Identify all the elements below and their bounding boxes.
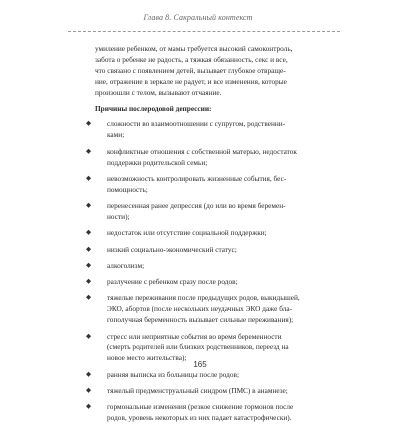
list-item-line: стресс или неприятные события во время беременности — [107, 331, 282, 341]
list-item-line: тяжелые переживания после предыдущих родов, выкидышей, — [107, 293, 300, 303]
diamond-bullet-icon: ◆ — [86, 174, 92, 182]
paragraph-line: ние, отражение в зеркале не радует, и все изменения, которые — [95, 76, 287, 86]
page-number: 165 — [193, 360, 207, 369]
diamond-bullet-icon: ◆ — [86, 245, 92, 253]
list-item-line: помощность; — [107, 184, 148, 194]
list-item-line: ности); — [107, 211, 130, 221]
paragraph-line: произошли с телом, вызывают отчаяние. — [95, 87, 222, 97]
page-content — [86, 44, 325, 429]
paragraph-line: что связано с появлением детей, вызывает глубокое отвраще- — [95, 65, 286, 75]
diamond-bullet-icon: ◆ — [86, 261, 92, 269]
diamond-bullet-icon: ◆ — [86, 229, 92, 237]
diamond-bullet-icon: ◆ — [86, 386, 92, 394]
list-item-line: поддержки родительской семьи; — [107, 157, 208, 167]
list-item-line: алкоголизм; — [107, 260, 145, 270]
paragraph-line: забота о ребенке не радость, а тяжкая обязанность, секс и все, — [95, 54, 288, 64]
list-item — [86, 293, 325, 326]
list-item-line: гормональные изменения (резкое снижение гормонов после — [107, 402, 294, 412]
list-item-line: ками; — [107, 130, 125, 140]
list-item-line: (смерть родителей или близких родственников, переезд на — [107, 342, 289, 352]
list-item-line: родов, уровень некоторых из них падает катастрофически). — [107, 413, 292, 423]
list-item — [86, 402, 325, 424]
list-item — [86, 173, 325, 196]
diamond-bullet-icon: ◆ — [86, 278, 92, 286]
list-item — [86, 369, 325, 381]
diamond-bullet-icon: ◆ — [86, 120, 92, 128]
list-item-line: конфликтные отношения с собственной матерью, недостаток — [107, 146, 297, 156]
list-item-line: перенесенная ранее депрессия (до или во время беремен- — [107, 201, 286, 211]
list-item — [86, 146, 325, 169]
intro-paragraph — [95, 44, 325, 99]
list-item-line: тяжелый предменструальный синдром (ПМС) в анамнезе; — [107, 385, 288, 395]
list-item-line: низкий социально-экономический статус; — [107, 244, 237, 254]
list-item-line: гополучная беременность вызывает сильные переживания); — [107, 315, 294, 325]
list-item-line: сложности во взаимоотношении с супругом, родственни- — [107, 119, 286, 129]
diamond-bullet-icon: ◆ — [86, 202, 92, 210]
section-heading: Причины послеродовой депрессии: — [95, 103, 212, 113]
diamond-bullet-icon: ◆ — [86, 332, 92, 340]
diamond-bullet-icon: ◆ — [86, 403, 92, 411]
list-item — [86, 385, 325, 397]
list-item-line: недостаток или отсутствие социальной поддержки; — [107, 228, 267, 238]
list-item-line: новое место жительства); — [107, 353, 187, 363]
list-item-line: ранняя выписка из больницы после родов; — [107, 369, 240, 379]
list-item-line: разлучение с ребенком сразу после родов; — [107, 277, 238, 287]
list-item — [86, 119, 325, 141]
list-item — [86, 201, 325, 223]
header-rule — [68, 31, 340, 32]
list-item — [86, 228, 325, 239]
paragraph-line: умиление ребенком, от мамы требуется высокий самоконтроль, — [95, 44, 293, 53]
diamond-bullet-icon: ◆ — [86, 294, 92, 302]
list-item — [86, 260, 325, 272]
diamond-bullet-icon: ◆ — [86, 147, 92, 155]
list-item-line: ЭКО, абортов (после нескольких неудачных ЭКО даже бла- — [107, 304, 293, 314]
running-head: Глава 8. Сакральный контекст — [143, 13, 253, 22]
causes-list — [86, 119, 325, 424]
list-item — [86, 244, 325, 256]
list-item-line: невозможность контролировать жизненные события, бес- — [107, 173, 287, 183]
list-item — [86, 277, 325, 288]
diamond-bullet-icon: ◆ — [86, 370, 92, 378]
